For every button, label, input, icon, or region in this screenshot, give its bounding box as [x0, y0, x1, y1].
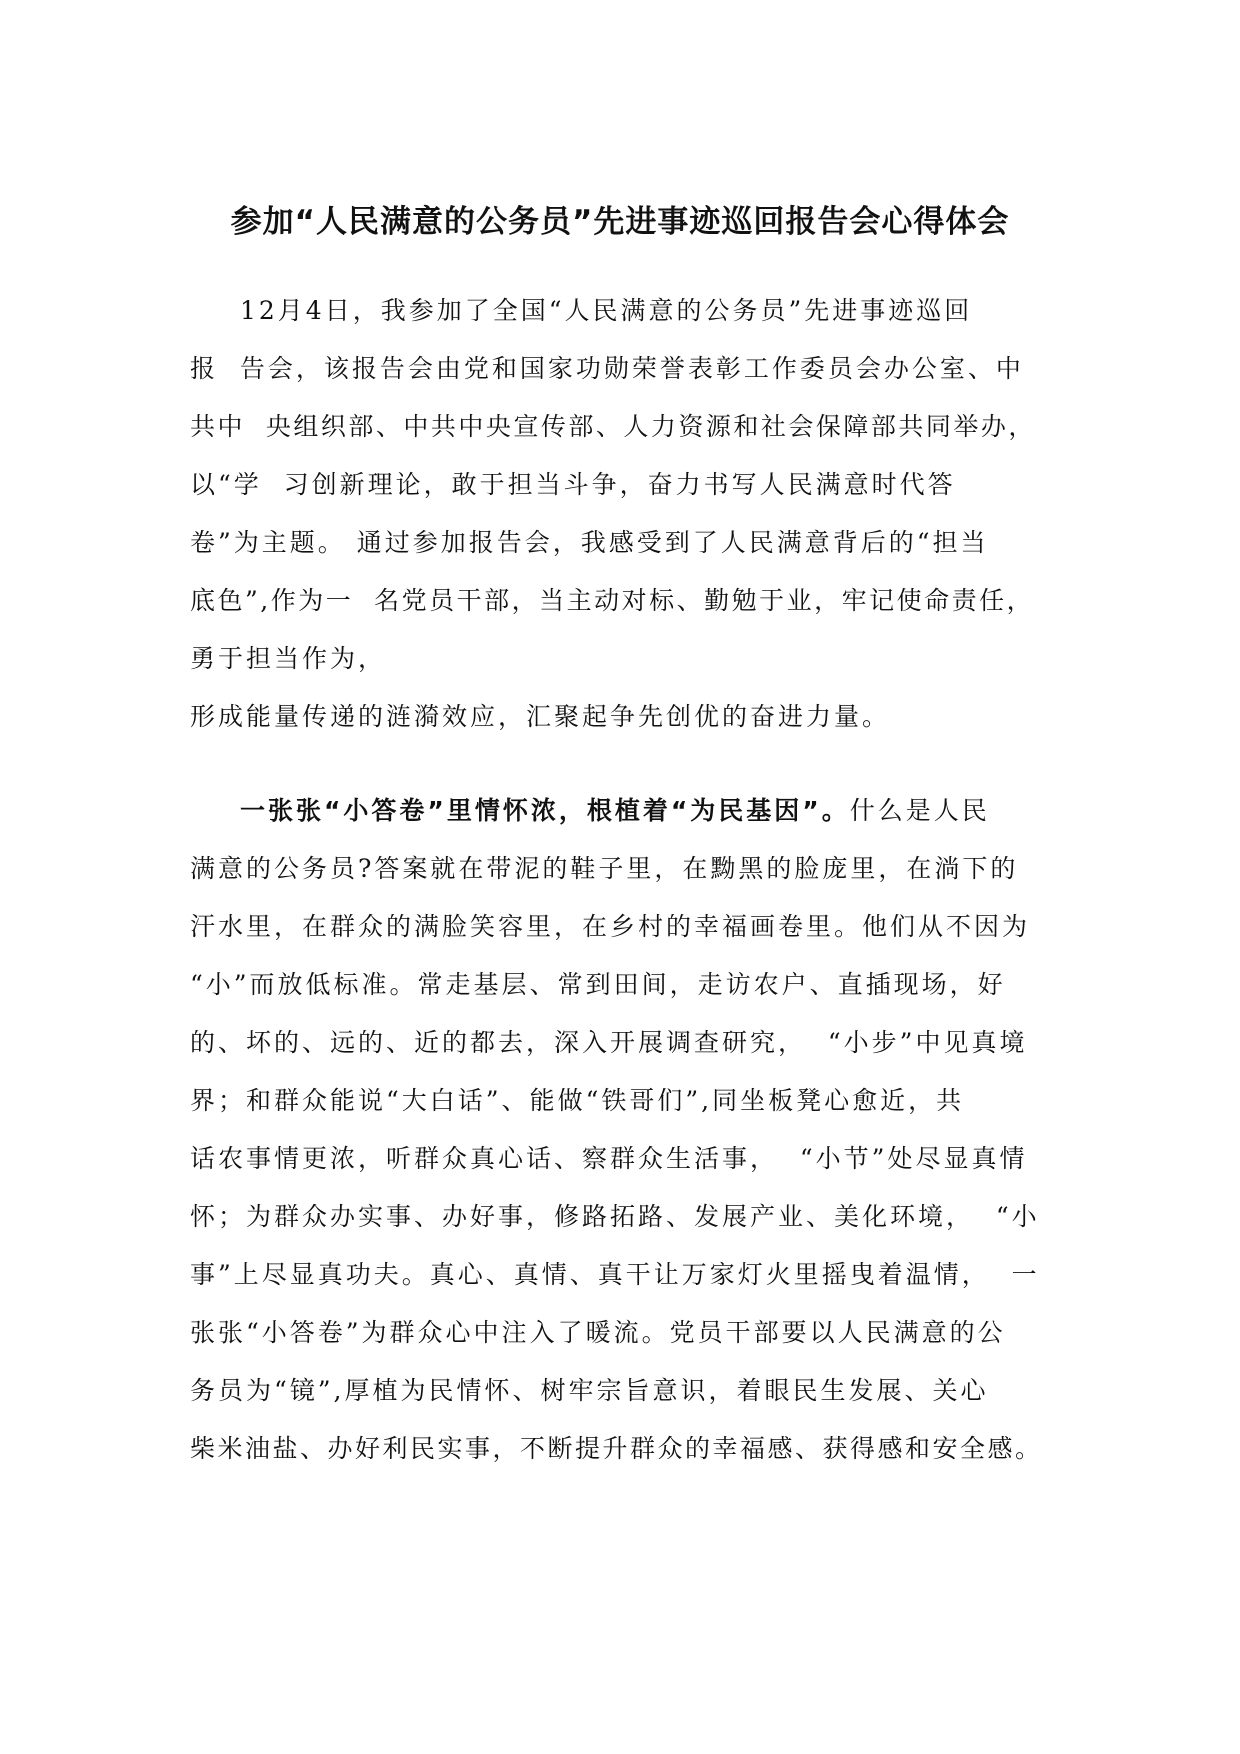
paragraph-2-line: 张张“小答卷”为群众心中注入了暖流。党员干部要以人民满意的公: [190, 1318, 1006, 1347]
paragraph-2-line: “小”而放低标准。常走基层、常到田间，走访农户、直插现场，好: [190, 970, 1006, 999]
paragraph-1-line: 12月4日，我参加了全国“人民满意的公务员”先进事迹巡回: [240, 296, 973, 325]
paragraph-1-line: 共中 央组织部、中共中央宣传部、人力资源和社会保障部共同举办，: [190, 412, 1036, 441]
paragraph-1-line: 勇于担当作为，: [190, 644, 387, 673]
paragraph-1-line: 底色”,作为一 名党员干部，当主动对标、勤勉于业，牢记使命责任，: [190, 586, 1035, 615]
document-title: 参加“人民满意的公务员”先进事迹巡回报告会心得体会: [230, 204, 1010, 240]
paragraph-2-line: 界；和群众能说“大白话”、能做“铁哥们”,同坐板凳心愈近，共: [190, 1086, 965, 1115]
paragraph-2-line: 满意的公务员?答案就在带泥的鞋子里，在黝黑的脸庞里，在淌下的: [190, 854, 1019, 883]
paragraph-2-line: 事”上尽显真功夫。真心、真情、真干让万家灯火里摇曳着温情， 一: [190, 1260, 1040, 1289]
paragraph-2-line: 的、坏的、远的、近的都去，深入开展调查研究， “小步”中见真境: [190, 1028, 1028, 1057]
paragraph-2-first-line-rest: 什么是人民: [849, 796, 990, 825]
paragraph-2-line: 话农事情更浓，听群众真心话、察群众生活事， “小节”处尽显真情: [190, 1144, 1028, 1173]
paragraph-1-line: 卷”为主题。 通过参加报告会，我感受到了人民满意背后的“担当: [190, 528, 989, 557]
paragraph-2-lead: 一张张“小答卷”里情怀浓，根植着“为民基因”。: [240, 796, 850, 825]
paragraph-2-first-line: [240, 793, 990, 829]
paragraph-2-line: 汗水里，在群众的满脸笑容里，在乡村的幸福画卷里。他们从不因为: [190, 912, 1031, 941]
paragraph-1-line: 报 告会，该报告会由党和国家功勋荣誉表彰工作委员会办公室、中: [190, 354, 1024, 383]
paragraph-1-line: 形成能量传递的涟漪效应，汇聚起争先创优的奋进力量。: [190, 702, 891, 731]
paragraph-1-line: 以“学 习创新理论，敢于担当斗争，奋力书写人民满意时代答: [190, 470, 956, 499]
paragraph-2-line: 柴米油盐、办好利民实事，不断提升群众的幸福感、获得感和安全感。: [190, 1434, 1043, 1463]
paragraph-2-line: 怀；为群众办实事、办好事，修路拓路、发展产业、美化环境， “小: [190, 1202, 1040, 1231]
paragraph-2-line: 务员为“镜”,厚植为民情怀、树牢宗旨意识，着眼民生发展、关心: [190, 1376, 989, 1405]
